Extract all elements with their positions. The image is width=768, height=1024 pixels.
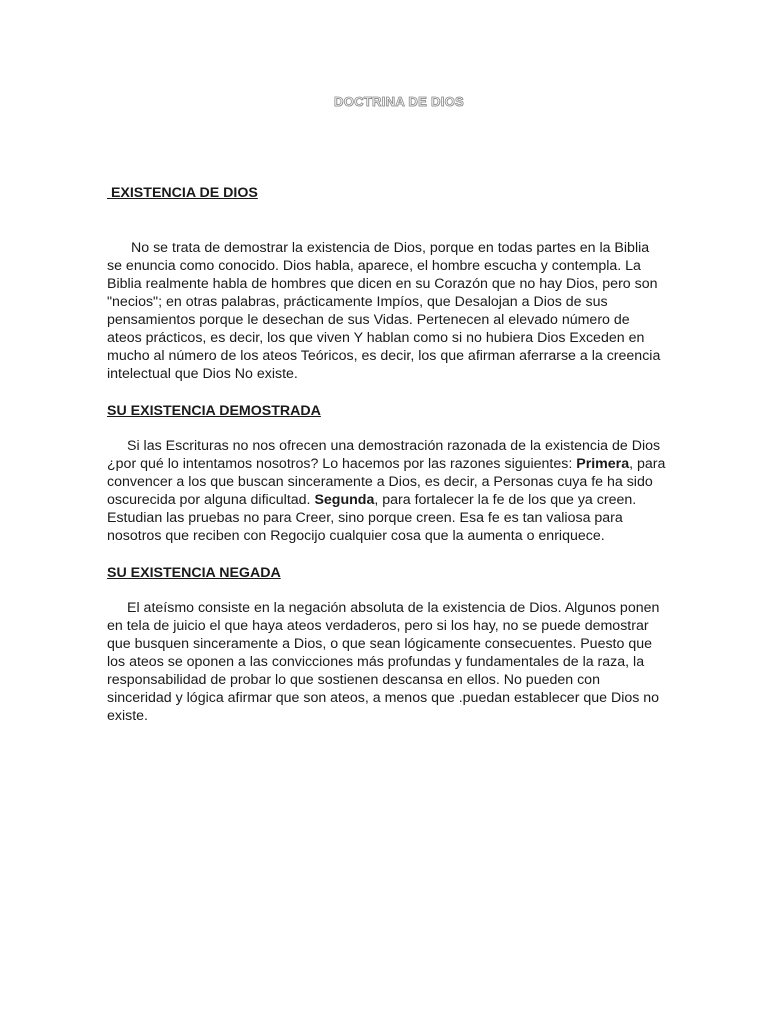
paragraph-demostrada-part2: , para convencer a los que buscan sinceramente a Dios, es decir, a Personas cuya fe ha sido oscurecida por alguna dificultad.: [107, 456, 666, 508]
paragraph-demostrada-part1: Si las Escrituras no nos ofrecen una demostración razonada de la existencia de Dios ¿por qué lo intentamos nosotros? Lo hacemos por las razones siguientes:: [107, 438, 661, 472]
section-heading-negada: SU EXISTENCIA NEGADA: [107, 565, 281, 581]
paragraph-demostrada-part3: , para fortalecer la fe de los que ya creen. Estudian las pruebas no para Creer, sino porque creen. Esa fe es tan valiosa para nosotros que reciben con Regocijo cualquier cosa que la aumenta o enriquece.: [107, 492, 637, 544]
emphasis-primera: Primera: [576, 456, 630, 472]
paragraph-negada: El ateísmo consiste en la negación absoluta de la existencia de Dios. Algunos ponen en tela de juicio el que haya ateos verdaderos, pero si los hay, no se puede demostrar que busquen sinceramente a Dios, o que sean lógicamente consecuentes. Puesto que los ateos se oponen a las convicciones más profundas y fundamentales de la raza, la responsabilidad de probar lo que sostienen descansa en ellos. No pueden con sinceridad y lógica afirmar que son ateos, a menos que .puedan establecer que Dios no existe.: [107, 600, 660, 724]
document-body: [107, 184, 667, 725]
paragraph-demostrada: [107, 437, 667, 545]
section-heading-existencia: EXISTENCIA DE DIOS: [107, 185, 258, 201]
section-heading-demostrada: SU EXISTENCIA DEMOSTRADA: [107, 403, 321, 419]
paragraph-existencia: No se trata de demostrar la existencia de Dios, porque en todas partes en la Biblia se enuncia como conocido. Dios habla, aparece, el hombre escucha y contempla. La Biblia realmente habla de hombres que dicen en su Corazón que no hay Dios, pero son "necios"; en otras palabras, prácticamente Impíos, que Desalojan a Dios de sus pensamientos porque le desechan de sus Vidas. Pertenecen al elevado número de ateos prácticos, es decir, los que viven Y hablan como si no hubiera Dios Exceden en mucho al número de los ateos Teóricos, es decir, los que afirman aferrarse a la creencia intelectual que Dios No existe.: [107, 240, 661, 382]
document-title: DOCTRINA DE DIOS: [334, 94, 464, 109]
emphasis-segunda: Segunda: [314, 492, 375, 508]
